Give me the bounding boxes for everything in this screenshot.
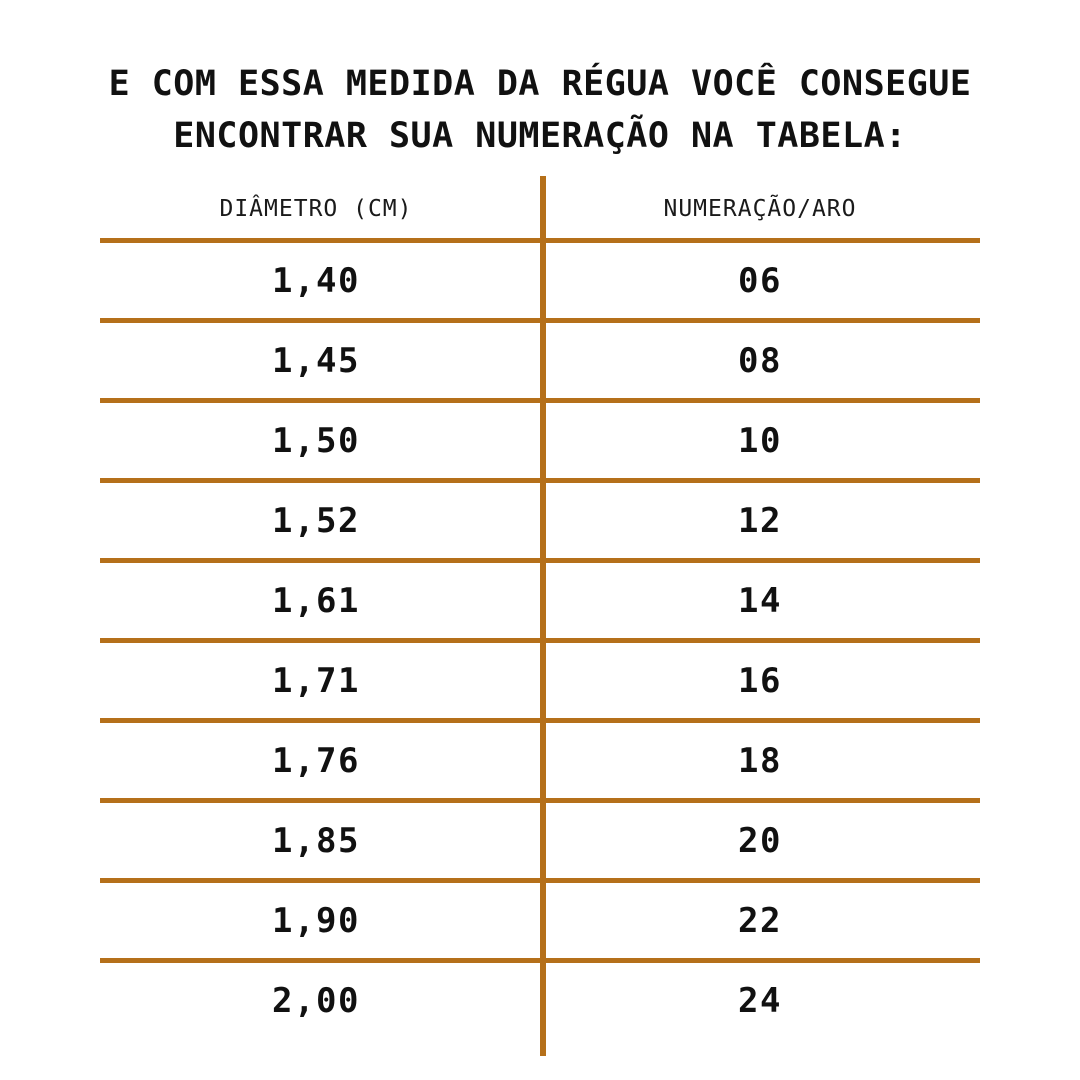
cell-diameter: 1,90 — [100, 881, 540, 961]
cell-diameter: 1,61 — [100, 561, 540, 641]
cell-diameter: 2,00 — [272, 980, 360, 1021]
page-title — [0, 0, 1080, 162]
cell-size: 24 — [738, 980, 782, 1021]
column-header-size: NUMERAÇÃO/ARO — [540, 190, 980, 241]
cell-diameter: 1,76 — [100, 721, 540, 801]
cell-diameter: 1,50 — [100, 401, 540, 481]
cell-size: 10 — [540, 401, 980, 481]
cell-diameter: 1,52 — [100, 481, 540, 561]
cell-size: 06 — [540, 241, 980, 321]
cell-size: 22 — [540, 881, 980, 961]
cell-size: 20 — [540, 801, 980, 881]
cell-diameter: 1,71 — [100, 641, 540, 721]
column-divider — [540, 176, 546, 1056]
cell-diameter: 1,45 — [100, 321, 540, 401]
cell-diameter: 1,85 — [100, 801, 540, 881]
size-table-container — [100, 162, 980, 1038]
cell-size: 08 — [540, 321, 980, 401]
cell-size: 12 — [540, 481, 980, 561]
cell-size: 14 — [540, 561, 980, 641]
cell-size: 16 — [540, 641, 980, 721]
page-title-line-2: ENCONTRAR SUA NUMERAÇÃO NA TABELA: — [173, 116, 907, 156]
cell-diameter: 1,40 — [100, 241, 540, 321]
page-title-line-1: E COM ESSA MEDIDA DA RÉGUA VOCÊ CONSEGUE — [108, 64, 972, 104]
cell-size: 18 — [540, 721, 980, 801]
column-header-diameter: DIÂMETRO (CM) — [100, 190, 540, 241]
